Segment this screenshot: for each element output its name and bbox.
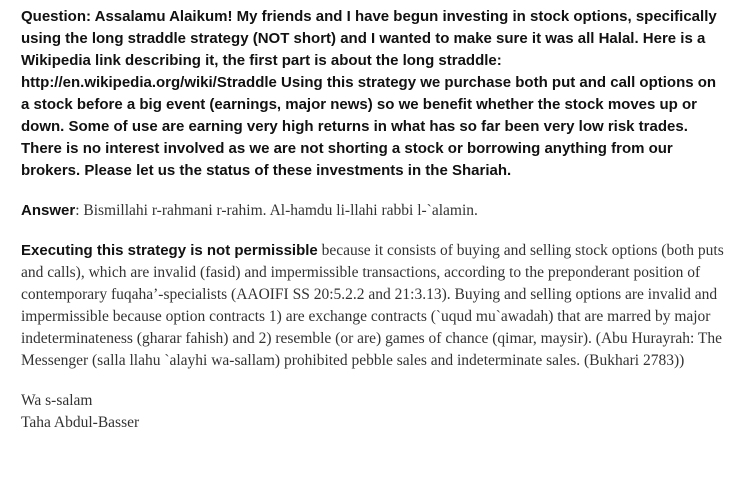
ruling-lead: Executing this strategy is not permissible [21,242,318,259]
fatwa-document [21,6,726,434]
question-paragraph: Question: Assalamu Alaikum! My friends and I have begun investing in stock options, specifically using the long straddle strategy (NOT short) and I wanted to make sure it was all Halal. Here is a Wikipedia link describing it, the first part is about the long straddle: http://en.wikipedia.org/wiki/Straddle Using this strategy we purchase both put and call options on a stock before a big event (earnings, major news) so we benefit whether the stock moves up or down. Some of use are earning very high returns in what has so far been very low risk trades. There is no interest involved as we are not shorting a stock or borrowing anything from our brokers. Please let us the status of these investments in the Shariah. [21,8,717,179]
answer-label: Answer [21,202,76,219]
ruling-text: because it consists of buying and selling stock options (both puts and calls), which are invalid (fasid) and impermissible transactions, according to the preponderant position of contemporary fuqaha’-specialists (AAOIFI SS 20:5.2.2 and 21:3.13). Buying and selling options are invalid and impermissible because option contracts 1) are exchange contracts (`uqud mu`awadah) that are marred by major indeterminateness (gharar fahish) and 2) resemble (or are) games of chance (qimar, maysir). (Abu Hurayrah: The Messenger (salla llahu `alayhi wa-sallam) prohibited pebble sales and indeterminate sales. (Bukhari 2783)) [21,242,724,369]
ruling-paragraph [21,240,726,372]
answer-text: : Bismillahi r-rahmani r-rahim. Al-hamdu li-llahi rabbi l-`alamin. [75,202,478,219]
signoff [21,390,726,434]
signoff-salutation: Wa s-salam [21,392,93,409]
signoff-author: Taha Abdul-Basser [21,414,140,431]
answer-paragraph [21,200,726,222]
